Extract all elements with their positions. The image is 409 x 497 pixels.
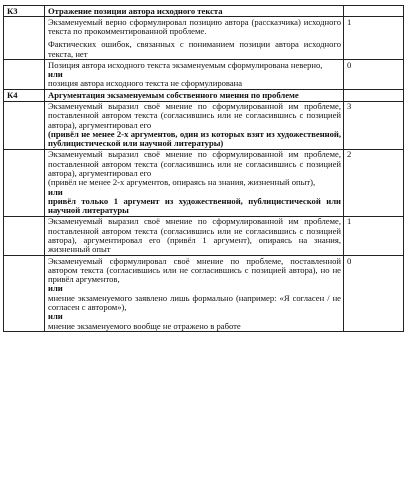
score-value: 1 xyxy=(344,17,404,60)
code-cell xyxy=(4,149,45,216)
code-cell xyxy=(4,101,45,149)
score-cell xyxy=(344,6,404,17)
or-label: или xyxy=(48,186,63,197)
code-cell xyxy=(4,17,45,60)
score-value: 2 xyxy=(344,149,404,216)
criterion-code: К3 xyxy=(4,6,45,17)
criteria-table xyxy=(3,5,404,332)
criterion-description xyxy=(45,256,344,332)
code-cell xyxy=(4,216,45,255)
description-mid: (привёл не менее 2-х аргументов, опираясь на знания, жизненный опыт), xyxy=(48,177,316,188)
criterion-row xyxy=(4,101,404,149)
description-text: Экзаменуемый выразил своё мнение по сформулированной им проблеме, поставленной автором текста (согласившись или не согласившись с позицией автора), аргументировал его xyxy=(48,149,341,178)
criterion-title: Аргументация экзаменуемым собственного мнения по проблеме xyxy=(45,90,344,101)
description-text: Экзаменуемый верно сформулировал позицию автора (рассказчика) исходного текста по прокомментированной проблеме. xyxy=(48,16,341,37)
criterion-k4-header-row xyxy=(4,90,404,101)
description-text: Экзаменуемый сформулировал своё мнение по проблеме, поставленной автором текста (согласившись или не согласившись с позицией автора), но не привёл аргументов, xyxy=(48,255,341,285)
or-label: или xyxy=(48,69,63,80)
criterion-title: Отражение позиции автора исходного текста xyxy=(45,6,344,17)
criterion-code: К4 xyxy=(4,90,45,101)
code-cell xyxy=(4,256,45,332)
description-bold: (привёл не менее 2-х аргументов, один из которых взят из художественной, публицистической или научной литературы) xyxy=(48,128,341,149)
description-text: Позиция автора исходного текста экзаменуемым сформулирована неверно, xyxy=(48,59,323,70)
description-text: Экзаменуемый выразил своё мнение по сформулированной им проблеме, поставленной автором текста (согласившись или не согласившись с позицией автора), аргументировал его (привёл 1 аргумент), опираясь на знания, жизненный опыт xyxy=(48,216,341,255)
criterion-description xyxy=(45,149,344,216)
description-alt: позиция автора исходного текста не сформулирована xyxy=(48,78,243,89)
criterion-row xyxy=(4,149,404,216)
score-value: 0 xyxy=(344,256,404,332)
criterion-row xyxy=(4,17,404,60)
criterion-description xyxy=(45,60,344,90)
or-label: или xyxy=(48,283,63,294)
criterion-k3-header-row xyxy=(4,6,404,17)
criterion-description xyxy=(45,17,344,60)
criterion-row xyxy=(4,60,404,90)
or-label: или xyxy=(48,311,63,322)
criterion-row xyxy=(4,216,404,255)
criterion-description xyxy=(45,101,344,149)
criterion-description xyxy=(45,216,344,255)
criterion-row xyxy=(4,256,404,332)
description-alt: мнение экзаменуемого заявлено лишь формально (например: «Я согласен / не согласен с автором»), xyxy=(48,292,341,312)
code-cell xyxy=(4,60,45,90)
score-value: 3 xyxy=(344,101,404,149)
description-text: Экзаменуемый выразил своё мнение по сформулированной им проблеме, поставленной автором текста (согласившись или не согласившись с позицией автора), аргументировал его xyxy=(48,101,341,130)
score-value: 0 xyxy=(344,60,404,90)
description-alt: мнение экзаменуемого вообще не отражено в работе xyxy=(48,320,241,331)
description-bold: привёл только 1 аргумент из художественной, публицистической или научной литературы xyxy=(48,195,341,216)
score-cell xyxy=(344,90,404,101)
description-note: Фактических ошибок, связанных с пониманием позиции автора исходного текста, нет xyxy=(48,39,341,59)
score-value: 1 xyxy=(344,216,404,255)
